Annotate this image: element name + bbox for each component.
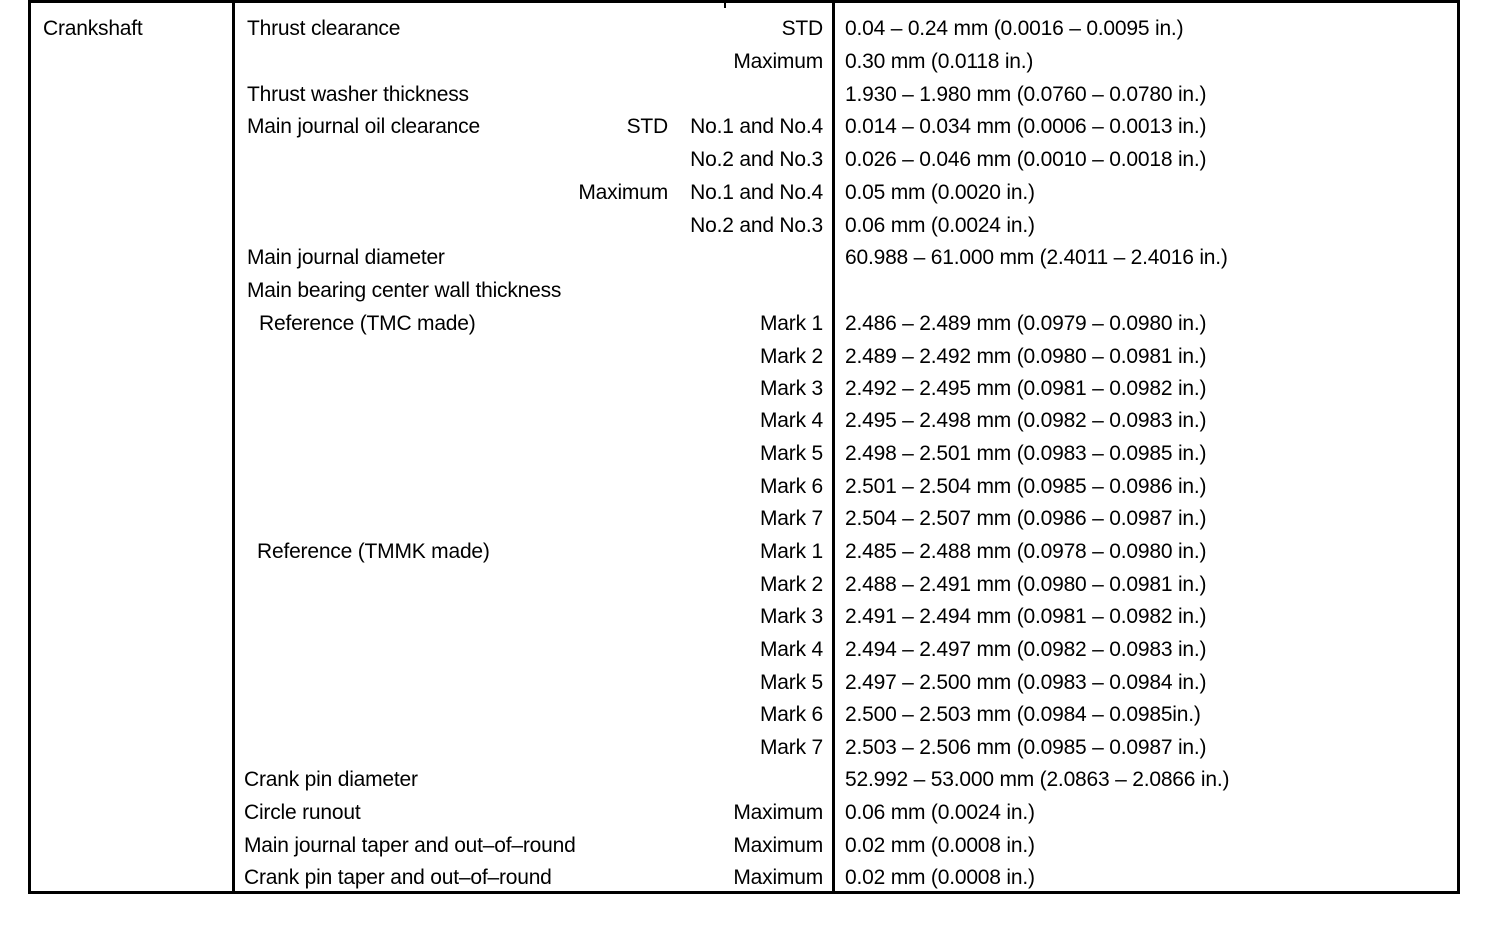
spec-condition: Mark 5 (760, 671, 823, 694)
spec-condition: Mark 1 (760, 540, 823, 563)
spec-item: Main journal diameter (247, 246, 445, 269)
spec-value: 1.930 – 1.980 mm (0.0760 – 0.0780 in.) (845, 83, 1207, 106)
spec-item: Crank pin diameter (244, 768, 418, 791)
spec-condition: Mark 2 (760, 573, 823, 596)
spec-value: 0.06 mm (0.0024 in.) (845, 214, 1035, 237)
spec-value: 2.491 – 2.494 mm (0.0981 – 0.0982 in.) (845, 605, 1207, 628)
column-divider-2 (832, 0, 835, 894)
spec-item: Main bearing center wall thickness (247, 279, 562, 302)
header-tick (724, 0, 726, 8)
spec-condition-primary: Maximum (578, 181, 668, 204)
spec-condition: No.1 and No.4 (690, 115, 823, 138)
spec-condition: Mark 5 (760, 442, 823, 465)
spec-item: Crank pin taper and out–of–round (244, 866, 552, 889)
spec-value: 2.497 – 2.500 mm (0.0983 – 0.0984 in.) (845, 671, 1207, 694)
spec-item: Thrust clearance (247, 17, 401, 40)
spec-value: 2.500 – 2.503 mm (0.0984 – 0.0985in.) (845, 703, 1201, 726)
spec-condition: Mark 6 (760, 703, 823, 726)
spec-condition: Mark 3 (760, 605, 823, 628)
spec-value: 2.489 – 2.492 mm (0.0980 – 0.0981 in.) (845, 345, 1207, 368)
spec-condition: Mark 7 (760, 736, 823, 759)
spec-value: 2.485 – 2.488 mm (0.0978 – 0.0980 in.) (845, 540, 1207, 563)
spec-value: 2.495 – 2.498 mm (0.0982 – 0.0983 in.) (845, 409, 1207, 432)
spec-condition: Mark 2 (760, 345, 823, 368)
spec-condition: Mark 1 (760, 312, 823, 335)
spec-value: 0.04 – 0.24 mm (0.0016 – 0.0095 in.) (845, 17, 1184, 40)
spec-condition: Mark 7 (760, 507, 823, 530)
spec-value: 2.494 – 2.497 mm (0.0982 – 0.0983 in.) (845, 638, 1207, 661)
spec-condition: Mark 4 (760, 409, 823, 432)
spec-value: 2.488 – 2.491 mm (0.0980 – 0.0981 in.) (845, 573, 1207, 596)
spec-condition: Mark 4 (760, 638, 823, 661)
spec-value: 2.503 – 2.506 mm (0.0985 – 0.0987 in.) (845, 736, 1207, 759)
spec-condition: Maximum (733, 801, 823, 824)
spec-item: Main journal oil clearance (247, 115, 480, 138)
spec-condition: No.1 and No.4 (690, 181, 823, 204)
spec-value: 0.30 mm (0.0118 in.) (845, 50, 1034, 73)
spec-condition: Maximum (733, 866, 823, 889)
spec-value: 0.02 mm (0.0008 in.) (845, 834, 1035, 857)
spec-value: 2.501 – 2.504 mm (0.0985 – 0.0986 in.) (845, 475, 1207, 498)
spec-condition: Mark 6 (760, 475, 823, 498)
spec-item: Reference (TMMK made) (257, 540, 490, 563)
spec-value: 2.504 – 2.507 mm (0.0986 – 0.0987 in.) (845, 507, 1207, 530)
spec-item: Thrust washer thickness (247, 83, 469, 106)
spec-value: 2.492 – 2.495 mm (0.0981 – 0.0982 in.) (845, 377, 1207, 400)
spec-item: Reference (TMC made) (259, 312, 476, 335)
spec-value: 0.05 mm (0.0020 in.) (845, 181, 1035, 204)
spec-value: 0.02 mm (0.0008 in.) (845, 866, 1035, 889)
spec-condition: Mark 3 (760, 377, 823, 400)
spec-condition: Maximum (733, 834, 823, 857)
spec-condition: No.2 and No.3 (690, 148, 823, 171)
spec-value: 0.06 mm (0.0024 in.) (845, 801, 1035, 824)
spec-value: 0.026 – 0.046 mm (0.0010 – 0.0018 in.) (845, 148, 1207, 171)
spec-value: 60.988 – 61.000 mm (2.4011 – 2.4016 in.) (845, 246, 1228, 269)
column-divider-1 (232, 0, 235, 894)
spec-value: 2.486 – 2.489 mm (0.0979 – 0.0980 in.) (845, 312, 1207, 335)
spec-condition: No.2 and No.3 (690, 214, 823, 237)
spec-condition: Maximum (733, 50, 823, 73)
spec-value: 52.992 – 53.000 mm (2.0863 – 2.0866 in.) (845, 768, 1230, 791)
spec-item: Main journal taper and out–of–round (244, 834, 576, 857)
spec-item: Circle runout (244, 801, 361, 824)
spec-value: 0.014 – 0.034 mm (0.0006 – 0.0013 in.) (845, 115, 1207, 138)
spec-condition-primary: STD (626, 115, 668, 138)
spec-condition: STD (781, 17, 823, 40)
spec-value: 2.498 – 2.501 mm (0.0983 – 0.0985 in.) (845, 442, 1207, 465)
component-label: Crankshaft (43, 17, 143, 40)
